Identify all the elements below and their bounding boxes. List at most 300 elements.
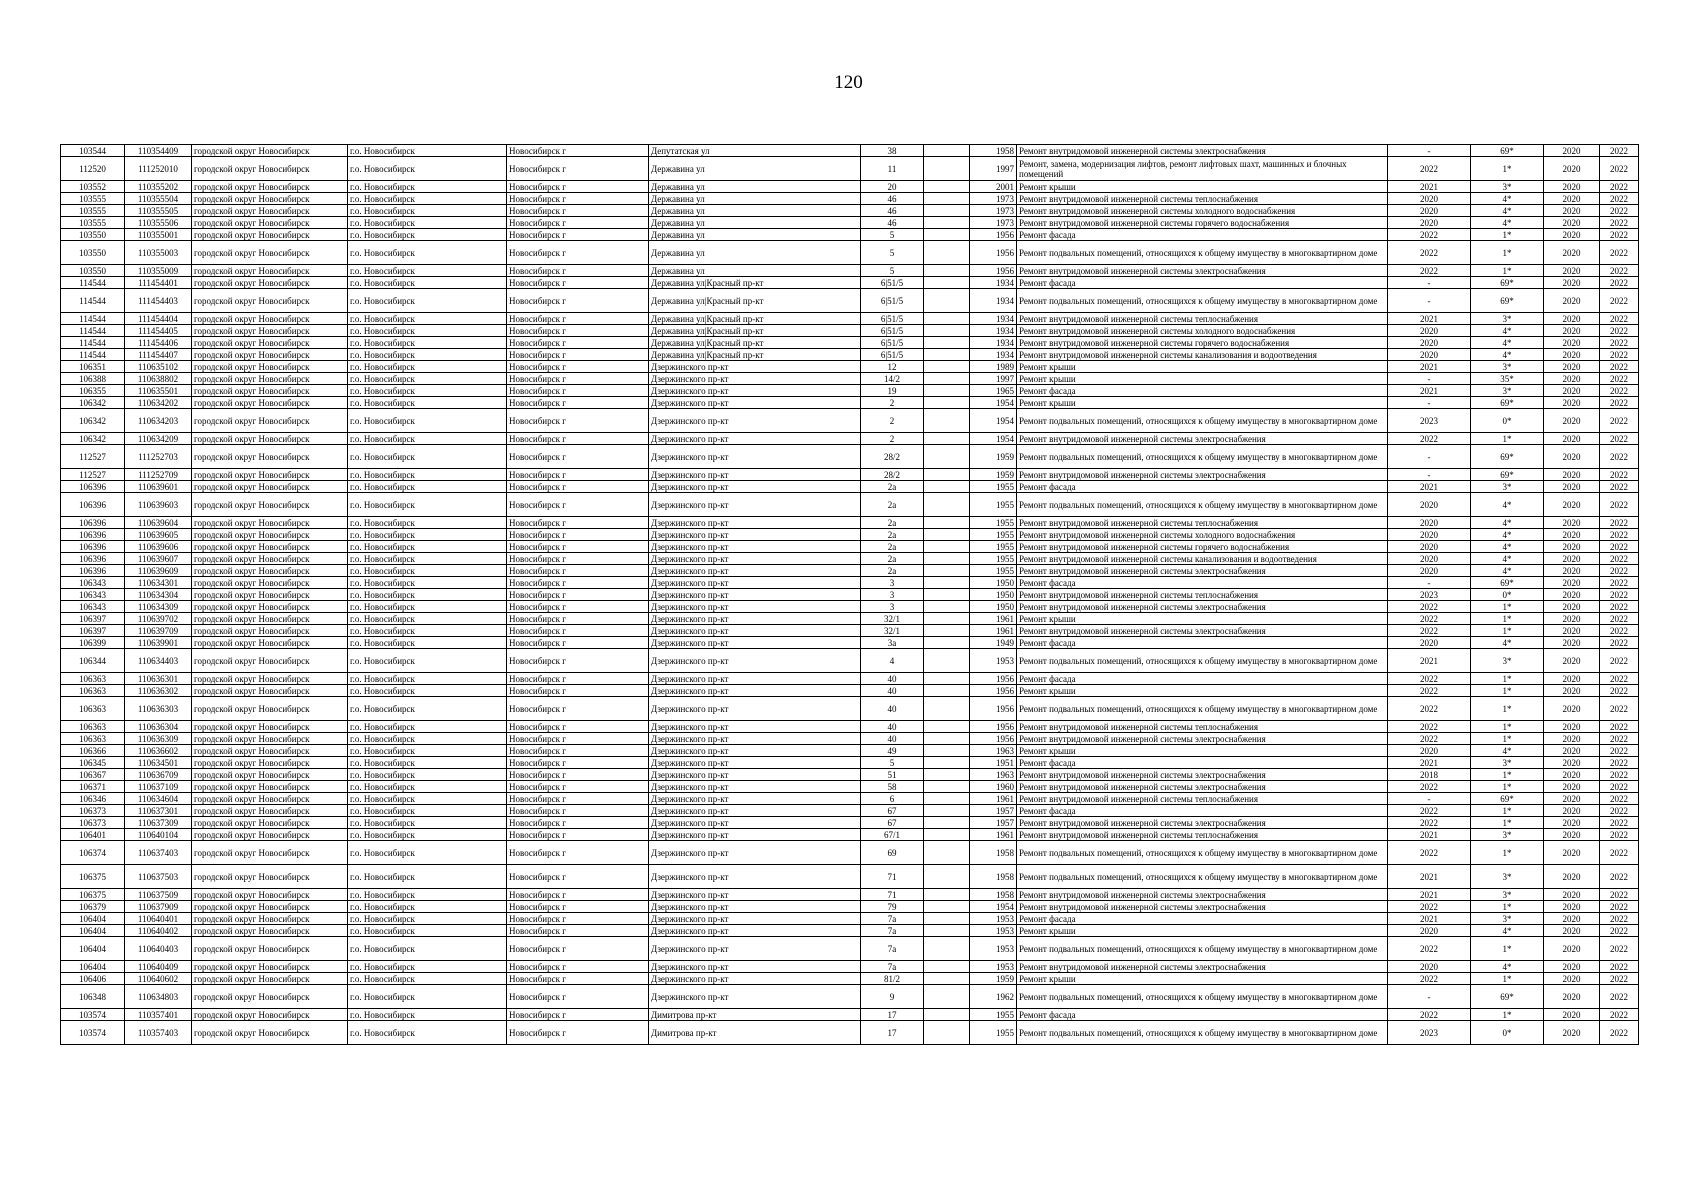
street-cell: Дзержинского пр-кт (649, 889, 861, 901)
blank-cell (924, 433, 970, 445)
work-code-cell: 110355504 (125, 193, 192, 205)
district-cell: городской округ Новосибирск (192, 145, 348, 157)
priority-cell: 4* (1471, 553, 1544, 565)
period-to-cell: 2022 (1600, 409, 1639, 433)
priority-cell: 35* (1471, 373, 1544, 385)
blank-cell (924, 733, 970, 745)
planned-year-cell: 2021 (1388, 649, 1471, 673)
settlement-cell: Новосибирск г (507, 721, 649, 733)
year-built-cell: 1934 (970, 289, 1017, 313)
street-cell: Дзержинского пр-кт (649, 409, 861, 433)
house-number-cell: 3 (861, 589, 924, 601)
year-built-cell: 1954 (970, 397, 1017, 409)
district-cell: городской округ Новосибирск (192, 553, 348, 565)
municipality-cell: г.о. Новосибирск (348, 517, 507, 529)
period-to-cell: 2022 (1600, 889, 1639, 901)
street-cell: Дзержинского пр-кт (649, 493, 861, 517)
work-code-cell: 110639601 (125, 481, 192, 493)
district-cell: городской округ Новосибирск (192, 901, 348, 913)
period-to-cell: 2022 (1600, 841, 1639, 865)
house-id-cell: 114544 (61, 313, 125, 325)
year-built-cell: 1954 (970, 901, 1017, 913)
year-built-cell: 1963 (970, 745, 1017, 757)
year-built-cell: 1958 (970, 889, 1017, 901)
priority-cell: 4* (1471, 349, 1544, 361)
work-type-cell: Ремонт внутридомовой инженерной системы холодного водоснабжения (1017, 205, 1388, 217)
planned-year-cell: 2021 (1388, 829, 1471, 841)
house-number-cell: 7а (861, 937, 924, 961)
blank-cell (924, 973, 970, 985)
work-type-cell: Ремонт фасада (1017, 637, 1388, 649)
planned-year-cell: 2022 (1388, 781, 1471, 793)
district-cell: городской округ Новосибирск (192, 349, 348, 361)
period-from-cell: 2020 (1544, 289, 1600, 313)
year-built-cell: 1955 (970, 529, 1017, 541)
house-number-cell: 2а (861, 517, 924, 529)
priority-cell: 1* (1471, 937, 1544, 961)
period-from-cell: 2020 (1544, 745, 1600, 757)
period-to-cell: 2022 (1600, 241, 1639, 265)
street-cell: Дзержинского пр-кт (649, 961, 861, 973)
period-from-cell: 2020 (1544, 229, 1600, 241)
municipality-cell: г.о. Новосибирск (348, 829, 507, 841)
table-row (61, 157, 1639, 181)
priority-cell: 4* (1471, 217, 1544, 229)
house-id-cell: 106406 (61, 973, 125, 985)
table-row (61, 937, 1639, 961)
period-to-cell: 2022 (1600, 145, 1639, 157)
street-cell: Дзержинского пр-кт (649, 613, 861, 625)
work-code-cell: 110637309 (125, 817, 192, 829)
district-cell: городской округ Новосибирск (192, 913, 348, 925)
table-row (61, 313, 1639, 325)
house-number-cell: 40 (861, 685, 924, 697)
year-built-cell: 1955 (970, 517, 1017, 529)
street-cell: Державина ул (649, 181, 861, 193)
work-code-cell: 110638802 (125, 373, 192, 385)
district-cell: городской округ Новосибирск (192, 889, 348, 901)
planned-year-cell: - (1388, 145, 1471, 157)
table-row (61, 241, 1639, 265)
work-type-cell: Ремонт внутридомовой инженерной системы горячего водоснабжения (1017, 541, 1388, 553)
settlement-cell: Новосибирск г (507, 925, 649, 937)
table-row (61, 265, 1639, 277)
work-type-cell: Ремонт внутридомовой инженерной системы канализования и водоотведения (1017, 553, 1388, 565)
planned-year-cell: - (1388, 397, 1471, 409)
street-cell: Дзержинского пр-кт (649, 649, 861, 673)
work-type-cell: Ремонт крыши (1017, 925, 1388, 937)
priority-cell: 3* (1471, 181, 1544, 193)
year-built-cell: 1958 (970, 841, 1017, 865)
work-type-cell: Ремонт крыши (1017, 373, 1388, 385)
year-built-cell: 1989 (970, 361, 1017, 373)
period-from-cell: 2020 (1544, 517, 1600, 529)
municipality-cell: г.о. Новосибирск (348, 445, 507, 469)
house-number-cell: 32/1 (861, 625, 924, 637)
work-type-cell: Ремонт фасада (1017, 757, 1388, 769)
period-to-cell: 2022 (1600, 697, 1639, 721)
planned-year-cell: 2022 (1388, 613, 1471, 625)
planned-year-cell: - (1388, 469, 1471, 481)
work-type-cell: Ремонт крыши (1017, 397, 1388, 409)
work-type-cell: Ремонт внутридомовой инженерной системы горячего водоснабжения (1017, 217, 1388, 229)
house-id-cell: 103555 (61, 205, 125, 217)
house-number-cell: 7а (861, 913, 924, 925)
street-cell: Державина ул (649, 157, 861, 181)
district-cell: городской округ Новосибирск (192, 817, 348, 829)
house-number-cell: 6|51/5 (861, 337, 924, 349)
district-cell: городской округ Новосибирск (192, 805, 348, 817)
period-to-cell: 2022 (1600, 373, 1639, 385)
year-built-cell: 1934 (970, 325, 1017, 337)
work-code-cell: 110634202 (125, 397, 192, 409)
year-built-cell: 1962 (970, 985, 1017, 1009)
priority-cell: 1* (1471, 721, 1544, 733)
period-to-cell: 2022 (1600, 277, 1639, 289)
priority-cell: 3* (1471, 385, 1544, 397)
house-id-cell: 106374 (61, 841, 125, 865)
period-from-cell: 2020 (1544, 265, 1600, 277)
table-row (61, 757, 1639, 769)
municipality-cell: г.о. Новосибирск (348, 613, 507, 625)
house-number-cell: 17 (861, 1009, 924, 1021)
house-number-cell: 12 (861, 361, 924, 373)
period-to-cell: 2022 (1600, 193, 1639, 205)
municipality-cell: г.о. Новосибирск (348, 529, 507, 541)
settlement-cell: Новосибирск г (507, 241, 649, 265)
table-row (61, 481, 1639, 493)
street-cell: Дзержинского пр-кт (649, 805, 861, 817)
district-cell: городской округ Новосибирск (192, 217, 348, 229)
municipality-cell: г.о. Новосибирск (348, 985, 507, 1009)
blank-cell (924, 685, 970, 697)
work-type-cell: Ремонт крыши (1017, 613, 1388, 625)
house-number-cell: 9 (861, 985, 924, 1009)
house-id-cell: 106342 (61, 397, 125, 409)
priority-cell: 3* (1471, 481, 1544, 493)
work-type-cell: Ремонт внутридомовой инженерной системы электроснабжения (1017, 781, 1388, 793)
planned-year-cell: 2022 (1388, 817, 1471, 829)
year-built-cell: 1953 (970, 913, 1017, 925)
house-number-cell: 67 (861, 805, 924, 817)
work-code-cell: 110639901 (125, 637, 192, 649)
year-built-cell: 1934 (970, 337, 1017, 349)
table-row (61, 193, 1639, 205)
year-built-cell: 1956 (970, 733, 1017, 745)
year-built-cell: 1997 (970, 373, 1017, 385)
district-cell: городской округ Новосибирск (192, 589, 348, 601)
period-to-cell: 2022 (1600, 601, 1639, 613)
house-number-cell: 46 (861, 217, 924, 229)
house-id-cell: 106371 (61, 781, 125, 793)
house-number-cell: 3 (861, 601, 924, 613)
municipality-cell: г.о. Новосибирск (348, 817, 507, 829)
work-code-cell: 111454401 (125, 277, 192, 289)
priority-cell: 3* (1471, 889, 1544, 901)
settlement-cell: Новосибирск г (507, 229, 649, 241)
house-id-cell: 106397 (61, 625, 125, 637)
period-to-cell: 2022 (1600, 265, 1639, 277)
work-code-cell: 110640104 (125, 829, 192, 841)
street-cell: Дзержинского пр-кт (649, 757, 861, 769)
priority-cell: 4* (1471, 745, 1544, 757)
district-cell: городской округ Новосибирск (192, 1021, 348, 1045)
work-type-cell: Ремонт внутридомовой инженерной системы теплоснабжения (1017, 517, 1388, 529)
priority-cell: 69* (1471, 289, 1544, 313)
municipality-cell: г.о. Новосибирск (348, 493, 507, 517)
table-row (61, 613, 1639, 625)
planned-year-cell: 2021 (1388, 361, 1471, 373)
planned-year-cell: 2018 (1388, 769, 1471, 781)
street-cell: Дзержинского пр-кт (649, 385, 861, 397)
work-code-cell: 110634301 (125, 577, 192, 589)
table-row (61, 361, 1639, 373)
work-type-cell: Ремонт внутридомовой инженерной системы теплоснабжения (1017, 589, 1388, 601)
table-row (61, 181, 1639, 193)
street-cell: Дзержинского пр-кт (649, 841, 861, 865)
period-from-cell: 2020 (1544, 649, 1600, 673)
house-id-cell: 114544 (61, 349, 125, 361)
year-built-cell: 1955 (970, 1021, 1017, 1045)
priority-cell: 1* (1471, 601, 1544, 613)
blank-cell (924, 493, 970, 517)
street-cell: Дзержинского пр-кт (649, 901, 861, 913)
settlement-cell: Новосибирск г (507, 337, 649, 349)
house-id-cell: 106343 (61, 601, 125, 613)
table-row (61, 817, 1639, 829)
priority-cell: 1* (1471, 841, 1544, 865)
house-number-cell: 32/1 (861, 613, 924, 625)
table-row (61, 493, 1639, 517)
house-number-cell: 3 (861, 577, 924, 589)
planned-year-cell: 2023 (1388, 409, 1471, 433)
work-code-cell: 110637509 (125, 889, 192, 901)
district-cell: городской округ Новосибирск (192, 841, 348, 865)
blank-cell (924, 625, 970, 637)
priority-cell: 3* (1471, 829, 1544, 841)
blank-cell (924, 673, 970, 685)
house-number-cell: 6|51/5 (861, 289, 924, 313)
house-id-cell: 106348 (61, 985, 125, 1009)
period-from-cell: 2020 (1544, 325, 1600, 337)
planned-year-cell: 2021 (1388, 385, 1471, 397)
planned-year-cell: 2020 (1388, 193, 1471, 205)
house-id-cell: 106363 (61, 685, 125, 697)
settlement-cell: Новосибирск г (507, 157, 649, 181)
street-cell: Дзержинского пр-кт (649, 565, 861, 577)
year-built-cell: 2001 (970, 181, 1017, 193)
street-cell: Державина ул (649, 217, 861, 229)
period-to-cell: 2022 (1600, 961, 1639, 973)
house-id-cell: 106342 (61, 409, 125, 433)
settlement-cell: Новосибирск г (507, 313, 649, 325)
blank-cell (924, 409, 970, 433)
priority-cell: 0* (1471, 1021, 1544, 1045)
street-cell: Дзержинского пр-кт (649, 577, 861, 589)
house-number-cell: 6|51/5 (861, 349, 924, 361)
district-cell: городской округ Новосибирск (192, 517, 348, 529)
year-built-cell: 1960 (970, 781, 1017, 793)
planned-year-cell: 2020 (1388, 325, 1471, 337)
settlement-cell: Новосибирск г (507, 493, 649, 517)
district-cell: городской округ Новосибирск (192, 733, 348, 745)
priority-cell: 69* (1471, 577, 1544, 589)
work-code-cell: 110637909 (125, 901, 192, 913)
year-built-cell: 1956 (970, 721, 1017, 733)
district-cell: городской округ Новосибирск (192, 481, 348, 493)
blank-cell (924, 193, 970, 205)
street-cell: Дзержинского пр-кт (649, 625, 861, 637)
municipality-cell: г.о. Новосибирск (348, 205, 507, 217)
blank-cell (924, 349, 970, 361)
priority-cell: 4* (1471, 541, 1544, 553)
settlement-cell: Новосибирск г (507, 745, 649, 757)
district-cell: городской округ Новосибирск (192, 601, 348, 613)
work-code-cell: 110355506 (125, 217, 192, 229)
table-row (61, 409, 1639, 433)
work-type-cell: Ремонт фасада (1017, 805, 1388, 817)
work-code-cell: 110640402 (125, 925, 192, 937)
work-code-cell: 111454404 (125, 313, 192, 325)
district-cell: городской округ Новосибирск (192, 613, 348, 625)
blank-cell (924, 529, 970, 541)
period-to-cell: 2022 (1600, 313, 1639, 325)
table-row (61, 625, 1639, 637)
period-to-cell: 2022 (1600, 361, 1639, 373)
table-row (61, 277, 1639, 289)
table-row (61, 805, 1639, 817)
table-row (61, 589, 1639, 601)
municipality-cell: г.о. Новосибирск (348, 973, 507, 985)
year-built-cell: 1973 (970, 217, 1017, 229)
work-code-cell: 110636309 (125, 733, 192, 745)
work-type-cell: Ремонт внутридомовой инженерной системы теплоснабжения (1017, 829, 1388, 841)
period-from-cell: 2020 (1544, 481, 1600, 493)
year-built-cell: 1953 (970, 649, 1017, 673)
settlement-cell: Новосибирск г (507, 589, 649, 601)
table-row (61, 889, 1639, 901)
house-number-cell: 3а (861, 637, 924, 649)
work-code-cell: 111454407 (125, 349, 192, 361)
house-id-cell: 103574 (61, 1009, 125, 1021)
planned-year-cell: 2021 (1388, 889, 1471, 901)
table-row (61, 385, 1639, 397)
period-from-cell: 2020 (1544, 349, 1600, 361)
street-cell: Дзержинского пр-кт (649, 745, 861, 757)
period-to-cell: 2022 (1600, 793, 1639, 805)
street-cell: Дзержинского пр-кт (649, 637, 861, 649)
table-row (61, 1009, 1639, 1021)
house-id-cell: 106401 (61, 829, 125, 841)
house-id-cell: 106404 (61, 937, 125, 961)
municipality-cell: г.о. Новосибирск (348, 397, 507, 409)
work-type-cell: Ремонт подвальных помещений, относящихся к общему имуществу в многоквартирном доме (1017, 445, 1388, 469)
planned-year-cell: 2022 (1388, 625, 1471, 637)
table-row (61, 577, 1639, 589)
blank-cell (924, 613, 970, 625)
table-row (61, 217, 1639, 229)
year-built-cell: 1957 (970, 805, 1017, 817)
municipality-cell: г.о. Новосибирск (348, 385, 507, 397)
period-to-cell: 2022 (1600, 433, 1639, 445)
blank-cell (924, 637, 970, 649)
work-type-cell: Ремонт фасада (1017, 481, 1388, 493)
district-cell: городской округ Новосибирск (192, 397, 348, 409)
municipality-cell: г.о. Новосибирск (348, 589, 507, 601)
district-cell: городской округ Новосибирск (192, 265, 348, 277)
year-built-cell: 1953 (970, 925, 1017, 937)
period-from-cell: 2020 (1544, 985, 1600, 1009)
settlement-cell: Новосибирск г (507, 349, 649, 361)
municipality-cell: г.о. Новосибирск (348, 637, 507, 649)
priority-cell: 1* (1471, 733, 1544, 745)
blank-cell (924, 277, 970, 289)
blank-cell (924, 157, 970, 181)
blank-cell (924, 325, 970, 337)
work-type-cell: Ремонт крыши (1017, 973, 1388, 985)
municipality-cell: г.о. Новосибирск (348, 865, 507, 889)
settlement-cell: Новосибирск г (507, 649, 649, 673)
house-number-cell: 2а (861, 541, 924, 553)
table-row (61, 925, 1639, 937)
year-built-cell: 1950 (970, 601, 1017, 613)
priority-cell: 1* (1471, 817, 1544, 829)
priority-cell: 4* (1471, 337, 1544, 349)
work-code-cell: 110639603 (125, 493, 192, 517)
municipality-cell: г.о. Новосибирск (348, 577, 507, 589)
planned-year-cell: 2021 (1388, 865, 1471, 889)
house-id-cell: 106373 (61, 817, 125, 829)
blank-cell (924, 805, 970, 817)
period-to-cell: 2022 (1600, 157, 1639, 181)
period-to-cell: 2022 (1600, 613, 1639, 625)
municipality-cell: г.о. Новосибирск (348, 649, 507, 673)
house-id-cell: 106396 (61, 481, 125, 493)
house-id-cell: 106379 (61, 901, 125, 913)
period-from-cell: 2020 (1544, 685, 1600, 697)
house-number-cell: 46 (861, 205, 924, 217)
settlement-cell: Новосибирск г (507, 193, 649, 205)
street-cell: Дзержинского пр-кт (649, 589, 861, 601)
district-cell: городской округ Новосибирск (192, 529, 348, 541)
settlement-cell: Новосибирск г (507, 397, 649, 409)
period-to-cell: 2022 (1600, 229, 1639, 241)
table-row (61, 565, 1639, 577)
priority-cell: 4* (1471, 493, 1544, 517)
street-cell: Державина ул (649, 265, 861, 277)
blank-cell (924, 361, 970, 373)
house-id-cell: 114544 (61, 289, 125, 313)
priority-cell: 69* (1471, 145, 1544, 157)
priority-cell: 0* (1471, 409, 1544, 433)
planned-year-cell: 2020 (1388, 205, 1471, 217)
priority-cell: 4* (1471, 529, 1544, 541)
street-cell: Дзержинского пр-кт (649, 913, 861, 925)
table-row (61, 793, 1639, 805)
house-id-cell: 106396 (61, 541, 125, 553)
house-number-cell: 20 (861, 181, 924, 193)
year-built-cell: 1955 (970, 481, 1017, 493)
work-code-cell: 110637403 (125, 841, 192, 865)
planned-year-cell: 2020 (1388, 745, 1471, 757)
year-built-cell: 1959 (970, 973, 1017, 985)
planned-year-cell: 2022 (1388, 901, 1471, 913)
priority-cell: 4* (1471, 325, 1544, 337)
work-code-cell: 110639607 (125, 553, 192, 565)
period-to-cell: 2022 (1600, 817, 1639, 829)
period-to-cell: 2022 (1600, 1021, 1639, 1045)
table-row (61, 769, 1639, 781)
